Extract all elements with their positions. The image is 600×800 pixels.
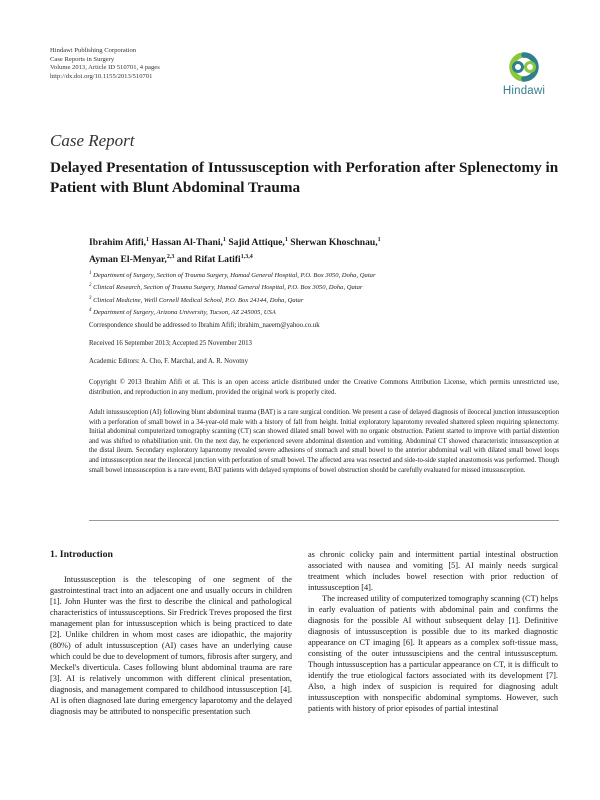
article-type: Case Report bbox=[50, 131, 135, 150]
affiliation-number: 3 bbox=[89, 295, 92, 301]
affiliation-text: Clinical Research, Section of Trauma Surgery, Hamad General Hospital, P.O. Box 3050, Doha, Qatar bbox=[93, 284, 363, 292]
author-list bbox=[89, 233, 559, 267]
affiliation-item bbox=[89, 294, 559, 306]
affiliation-text: Clinical Medicine, Weill Cornell Medical School, P.O. Box 24144, Doha, Qatar bbox=[93, 296, 304, 304]
affiliation-number: 2 bbox=[89, 283, 92, 289]
affiliation-list bbox=[89, 269, 559, 319]
affiliation-text: Department of Surgery, Section of Trauma Surgery, Hamad General Hospital, P.O. Box 3050, Doha, Qatar bbox=[93, 272, 376, 280]
author-affil-ref: 1,3,4 bbox=[240, 254, 253, 261]
author-name[interactable]: Sajid Attique, bbox=[228, 237, 285, 249]
body-column-left bbox=[50, 574, 292, 717]
affiliation-number: 4 bbox=[89, 308, 92, 314]
author-affil-ref: 2,3 bbox=[166, 254, 175, 261]
body-paragraph: The increased utility of computerized tomography scanning (CT) helps in early evaluation of patients with abdominal pain and confirms the diagnosis for the possible AI without subsequent delay [1]. Definitive diagnosis of intussusception is possible due to its marked diagnostic appearance on CT imaging [6]. It appears as a complex soft-tissue mass, consisting of the outer intussuscipiens and the central intussusceptum. Though intussusception has a particular appearance on CT, it is difficult to identify the true etiological factors associated with its development [7]. Also, a high index of suspicion is required for diagnosing adult intussusception with nonspecific abdominal symptoms. However, such patients with history of prior episodes of partial intestinal bbox=[308, 594, 558, 713]
author-affil-ref: 1 bbox=[222, 237, 226, 243]
affiliation-number: 1 bbox=[89, 271, 92, 276]
author-name[interactable]: and Rifat Latifi bbox=[176, 254, 241, 266]
hindawi-logo bbox=[494, 50, 554, 102]
author-affil-ref: 1 bbox=[146, 237, 150, 243]
section-heading: 1. Introduction bbox=[50, 549, 113, 560]
author-affil-ref: 1 bbox=[377, 237, 381, 243]
received-dates: Received 16 September 2013; Accepted 25 November 2013 bbox=[89, 340, 252, 347]
hindawi-logo-icon bbox=[501, 50, 547, 84]
correspondence-line: Correspondence should be addressed to Ibrahim Afifi; ibrahim_naeem@yahoo.co.uk bbox=[89, 322, 320, 329]
copyright-notice: Copyright © 2013 Ibrahim Afifi et al. This is an open access article distributed under the Creative Commons Attribution License, which permits unrestricted use, distribution, and reproduction in any medium, provided the original work is properly cited. bbox=[89, 379, 559, 396]
publisher-name: Hindawi Publishing Corporation bbox=[50, 47, 137, 54]
author-name[interactable]: Ibrahim Afifi, bbox=[89, 237, 147, 249]
author-name[interactable]: Sherwan Khoschnau, bbox=[290, 237, 378, 249]
author-name[interactable]: Hassan Al-Thani, bbox=[151, 237, 223, 249]
affiliation-item bbox=[89, 269, 559, 281]
publication-header bbox=[50, 47, 160, 81]
doi-link[interactable]: http://dx.doi.org/10.1155/2013/510701 bbox=[50, 72, 153, 80]
abstract-text: Adult intussusception (AI) following blunt abdominal trauma (BAT) is a rare surgical condition. We present a case of delayed diagnosis of ileocecal junction intussusception with a perforation of small bowel in a 34-year-old male with a history of fall from height. Initial exploratory laparotomy revealed shattered spleen requiring splenectomy. Initial abdominal computerized tomography scanning (CT) scan showed dilated small bowel with no organic obstruction. Patient started to improve with partial distention and was shifted to rehabilitation unit. On the next day, he experienced severe abdominal distention and vomiting. Abdominal CT showed characteristic intussusception at the distal ileum. Secondary exploratory laparotomy revealed severe adhesions of stomach and small bowel to the anterior abdominal wall with dilated small bowel loops and intussusception near the ileocecal junction with perforation of small bowel. The affected area was resected and side-to-side stapled anastomosis was performed. Though small bowel intussusception is a rare event, BAT patients with delayed symptoms of bowel obstruction should be carefully evaluated for missed intussusception. bbox=[89, 409, 559, 474]
academic-editors: Academic Editors: A. Cho, F. Marchal, and A. R. Novotny bbox=[89, 358, 248, 365]
body-paragraph: as chronic colicky pain and intermittent partial intestinal obstruction associated with nausea and vomiting [5]. AI mainly needs surgical treatment which includes bowel resection with prior reduction of intussusception [4]. bbox=[308, 550, 558, 592]
section-divider bbox=[89, 520, 559, 521]
affiliation-text: Department of Surgery, Arizona University, Tucson, AZ 245005, USA bbox=[93, 309, 276, 317]
journal-name: Case Reports in Surgery bbox=[50, 55, 115, 63]
logo-text: Hindawi bbox=[502, 85, 546, 97]
body-paragraph: Intussusception is the telescoping of one segment of the gastrointestinal tract into an adjacent one and usually occurs in children [1]. John Hunter was the first to describe the clinical and pathological characteristics of intussusceptions. Sir Fredrick Treves proposed the first management plan for intussusception which is being practiced to date [2]. Unlike children in whom most cases are idiopathic, the majority (80%) of adult intussusception (AI) cases have an underlying cause which could be due to development of tumors, fibrosis after surgery, and Meckel's diverticula. Cases following blunt abdominal trauma are rare [3]. AI is relatively uncommon with different clinical presentation, diagnosis, and management compared to childhood intussusception [4]. AI is often diagnosed late during emergency laparotomy and the delayed diagnosis may be attributed to nonspecific presentation such bbox=[50, 575, 292, 716]
volume-info: Volume 2013, Article ID 510701, 4 pages bbox=[50, 64, 160, 72]
author-name[interactable]: Ayman El-Menyar, bbox=[89, 254, 167, 266]
affiliation-item bbox=[89, 306, 559, 318]
author-affil-ref: 1 bbox=[284, 237, 288, 243]
body-column-right bbox=[308, 549, 558, 714]
article-title: Delayed Presentation of Intussusception with Perforation after Splenectomy in Patient with Blunt Abdominal Trauma bbox=[50, 159, 559, 196]
affiliation-item bbox=[89, 281, 559, 293]
